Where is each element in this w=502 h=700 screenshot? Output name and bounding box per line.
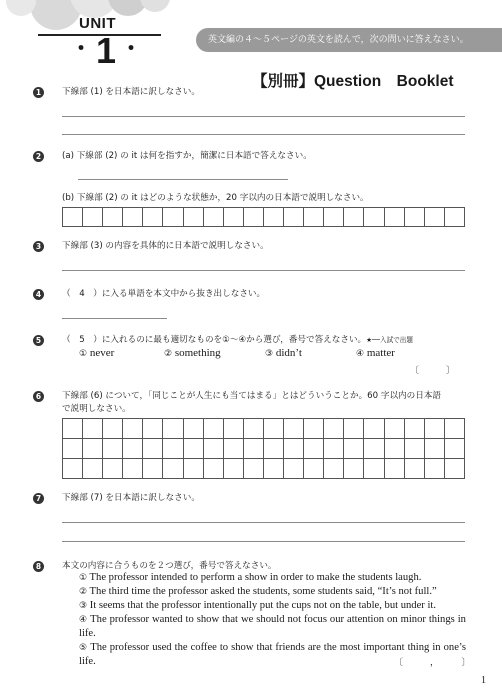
- decorative-circle: [140, 0, 170, 12]
- question-number-7: 7: [33, 493, 44, 504]
- choice-1: ① never: [79, 347, 115, 359]
- question-number-2: 2: [33, 151, 44, 162]
- answer-line: [62, 116, 465, 117]
- question-number-5: 5: [33, 335, 44, 346]
- answer-grid-20: [62, 207, 465, 227]
- answer-bracket: 〔 ， 〕: [394, 658, 471, 668]
- option-3: ③ It seems that the professor intentionally put the cups not on the table, but under it.: [79, 600, 437, 611]
- unit-number: [66, 30, 146, 72]
- question-number-3: 3: [33, 241, 44, 252]
- unit-label: UNIT: [79, 15, 116, 32]
- question-4-text: （ 4 ）に入る単語を本文中から抜き出しなさい。: [62, 289, 266, 299]
- question-number-8: 8: [33, 561, 44, 572]
- option-2: ② The third time the professor asked the students, some students said, “It’s not full.”: [79, 586, 437, 597]
- question-3-text: 下線部 (3) の内容を具体的に日本語で説明しなさい。: [62, 241, 269, 251]
- unit-dot-left: ・: [70, 36, 93, 61]
- option-5: ⑤ The professor used the coffee to show that friends are the most important thing in one’s life.: [79, 642, 466, 667]
- question-7-text: 下線部 (7) を日本語に訳しなさい。: [62, 493, 200, 503]
- answer-line: [62, 522, 465, 523]
- question-2a-text: (a) 下線部 (2) の it は何を指すか，簡潔に日本語で答えなさい。: [62, 151, 312, 161]
- answer-grid-60: [62, 418, 465, 479]
- choice-4: ④ matter: [356, 347, 395, 359]
- question-6-text-line2: で説明しなさい。: [62, 404, 131, 414]
- question-number-6: 6: [33, 391, 44, 402]
- answer-line: [62, 541, 465, 542]
- unit-number-value: 1: [96, 30, 117, 71]
- answer-bracket: 〔 〕: [410, 366, 456, 376]
- question-number-4: 4: [33, 289, 44, 300]
- question-5-prompt: （ 5 ）に入れるのに最も適切なものを①～④から選び，番号で答えなさい。: [62, 335, 367, 345]
- choice-2: ② something: [164, 347, 221, 359]
- exam-note: ★──入試で出題: [366, 336, 413, 344]
- question-2b-text: (b) 下線部 (2) の it はどのような状態か，20 字以内の日本語で説明しなさい。: [62, 193, 369, 203]
- question-6-text-line1: 下線部 (6) について，「同じことが人生にも当てはまる」とはどういうことか。60 字以内の日本語: [62, 391, 442, 401]
- question-5-text: [62, 334, 413, 346]
- option-1: ① The professor intended to perform a show in order to make the students laugh.: [79, 572, 422, 583]
- answer-line: [78, 179, 288, 180]
- unit-dot-right: ・: [120, 36, 143, 61]
- question-number-1: 1: [33, 87, 44, 98]
- question-8-text: 本文の内容に合うものを２つ選び，番号で答えなさい。: [62, 561, 277, 571]
- choice-3: ③ didn’t: [265, 347, 302, 359]
- booklet-title: 【別冊】Question Booklet: [252, 73, 454, 90]
- question-1-text: 下線部 (1) を日本語に訳しなさい。: [62, 87, 200, 97]
- answer-line: [62, 134, 465, 135]
- instruction-banner: 英文編の４～５ページの英文を読んで，次の問いに答えなさい。: [196, 28, 502, 52]
- answer-line: [62, 318, 167, 319]
- page-number: 1: [481, 675, 486, 686]
- answer-line: [62, 270, 465, 271]
- option-4: ④ The professor wanted to show that we should not focus our attention on minor things in life.: [79, 614, 466, 639]
